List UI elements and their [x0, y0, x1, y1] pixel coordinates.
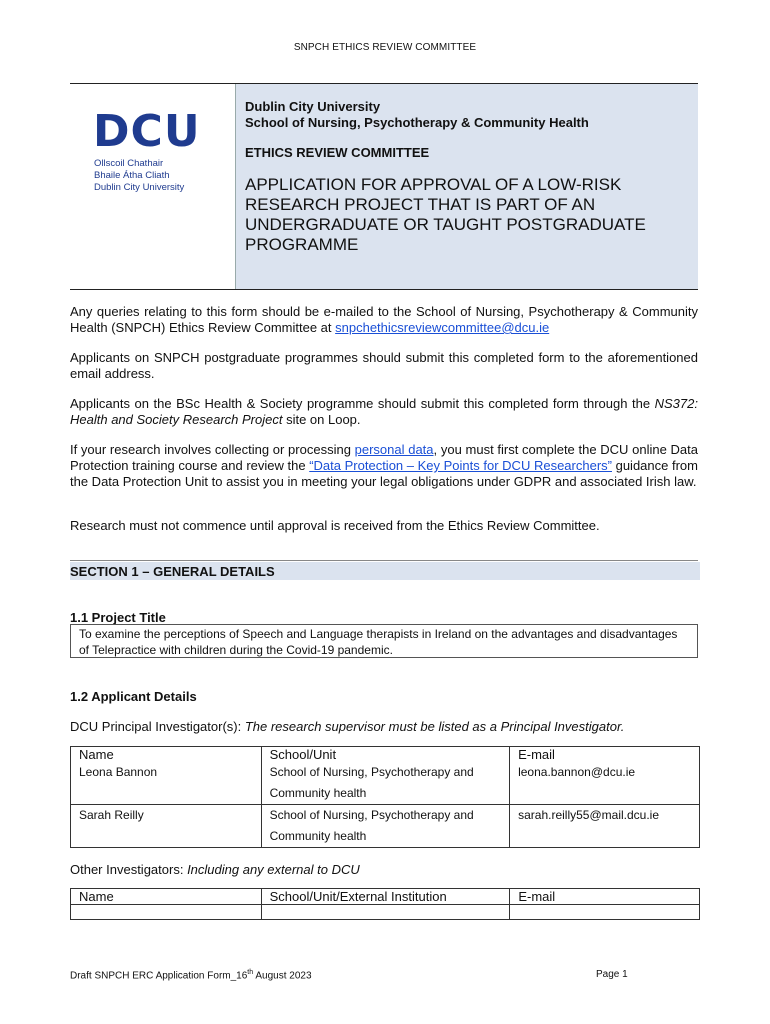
project-title-field[interactable]: To examine the perceptions of Speech and Language therapists in Ireland on the advantages and disadvantages of Telepractice with children during the Covid-19 pandemic. — [70, 624, 698, 658]
school-name: School of Nursing, Psychotherapy & Community Health — [245, 115, 589, 130]
other-investigators-table — [70, 888, 700, 920]
running-header: SNPCH ETHICS REVIEW COMMITTEE — [293, 42, 477, 53]
table-row — [71, 805, 700, 848]
personal-data-link[interactable]: personal data — [354, 442, 434, 457]
intro-paragraph-2: Applicants on SNPCH postgraduate programmes should submit this completed form to the aforementioned email address. — [70, 350, 698, 381]
project-title-heading: 1.1 Project Title — [70, 610, 166, 625]
form-title: APPLICATION FOR APPROVAL OF A LOW-RISK RESEARCH PROJECT THAT IS PART OF AN UNDERGRADUATE OR TAUGHT POSTGRADUATE PROGRAMME — [245, 175, 646, 254]
committee-email-link[interactable]: snpchethicsreviewcommittee@dcu.ie — [335, 320, 550, 335]
data-protection-guidance-link[interactable]: “Data Protection – Key Points for DCU Researchers” — [309, 458, 612, 473]
pi-school-cell[interactable]: School of Nursing, Psychotherapy and Community health — [261, 762, 510, 805]
other-table-header — [71, 889, 700, 905]
pi-label: DCU Principal Investigator(s): The research supervisor must be listed as a Principal Investigator. — [70, 719, 625, 734]
table-row — [71, 762, 700, 805]
column-header: School/Unit/External Institution — [261, 889, 510, 905]
intro-paragraph-3: Applicants on the BSc Health & Society programme should submit this completed form through the NS372: Health and Society Research Project site on Loop. — [70, 396, 698, 427]
other-school-cell[interactable] — [261, 905, 510, 920]
intro-paragraph-4: If your research involves collecting or processing personal data, you must first complete the DCU online Data Protection training course and review the “Data Protection – Key Points for DCU Researchers” guidance from the Data Protection Unit to assist you in meeting your legal obligations under GDPR and associated Irish law. — [70, 442, 699, 489]
pi-name-cell[interactable]: Leona Bannon — [71, 762, 262, 805]
banner-bottom-rule — [70, 289, 698, 290]
column-header: Name — [71, 889, 262, 905]
university-name: Dublin City University — [245, 99, 381, 114]
section-divider — [70, 560, 698, 561]
column-header: E-mail — [510, 889, 700, 905]
section-1-title: SECTION 1 – GENERAL DETAILS — [70, 564, 275, 579]
other-email-cell[interactable] — [510, 905, 700, 920]
other-name-cell[interactable] — [71, 905, 262, 920]
column-header: Name — [71, 747, 262, 763]
footer-left: Draft SNPCH ERC Application Form_16th August 2023 — [70, 969, 312, 982]
applicant-details-heading: 1.2 Applicant Details — [70, 689, 197, 704]
other-investigators-label: Other Investigators: Including any external to DCU — [70, 862, 360, 877]
pi-table — [70, 746, 700, 848]
intro-paragraph-5: Research must not commence until approval is received from the Ethics Review Committee. — [70, 518, 600, 533]
dcu-logo: DCU — [93, 106, 201, 157]
intro-paragraph-1: Any queries relating to this form should be e-mailed to the School of Nursing, Psychotherapy & Community Health (SNPCH) Ethics Review Committee at snpchethicsreviewcommittee@dcu.ie — [70, 304, 698, 335]
pi-email-cell[interactable]: leona.bannon@dcu.ie — [510, 762, 700, 805]
column-header: School/Unit — [261, 747, 510, 763]
page-number: Page 1 — [596, 969, 628, 980]
pi-name-cell[interactable]: Sarah Reilly — [71, 805, 262, 848]
pi-email-cell[interactable]: sarah.reilly55@mail.dcu.ie — [510, 805, 700, 848]
table-row — [71, 905, 700, 920]
pi-table-header — [71, 747, 700, 763]
committee-name: ETHICS REVIEW COMMITTEE — [245, 145, 430, 160]
column-header: E-mail — [510, 747, 700, 763]
dcu-logo-subtitle: Ollscoil Chathair Bhaile Átha Cliath Dublin City University — [94, 158, 185, 193]
pi-school-cell[interactable]: School of Nursing, Psychotherapy and Community health — [261, 805, 510, 848]
